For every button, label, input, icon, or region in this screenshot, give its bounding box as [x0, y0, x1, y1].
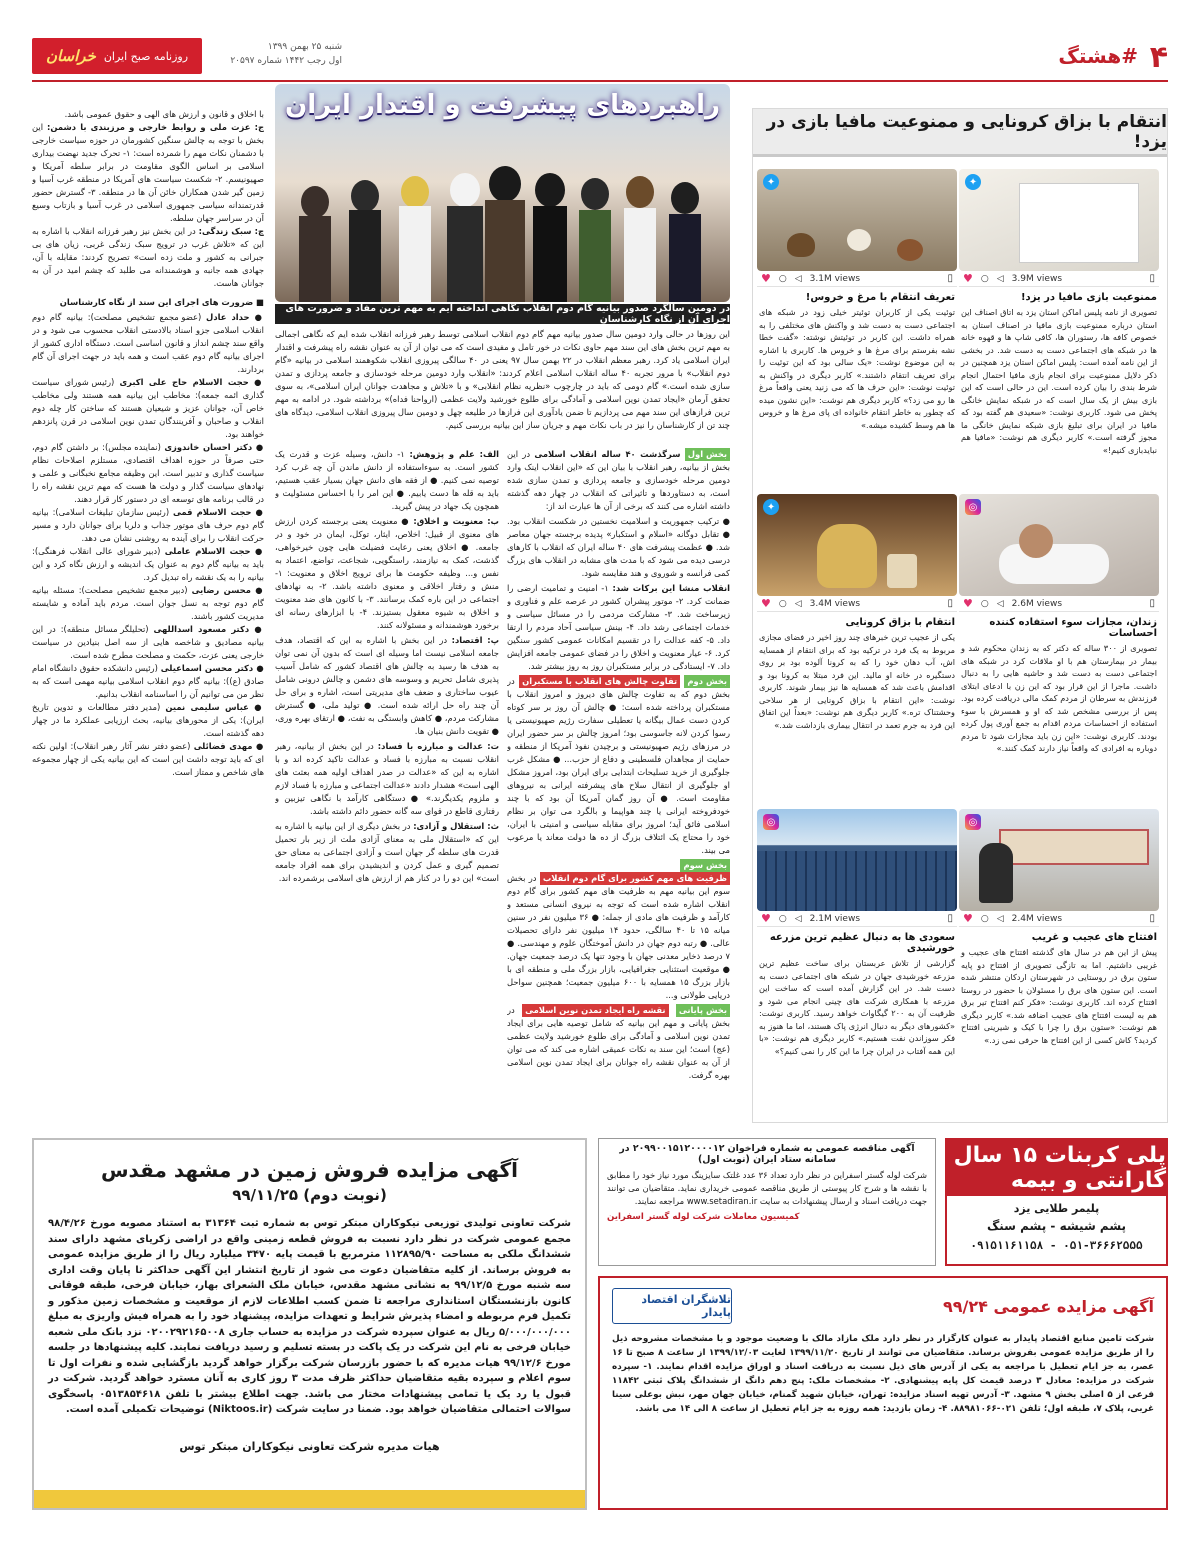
section-title: #هشتگ	[1058, 44, 1138, 68]
expert-text: (رئیس شورای سیاست گذاری ائمه جمعه): مخاطب این بیانیه همه هستند ولی مخاطب خاص آن، جوانان عزیز و شیعیان هستند که ساختن کار چله دوم انقلاب و صاحبان و آفرینندگان تمدن نوین اسلامی در قرن پانزدهم خواهند بود.	[32, 377, 264, 439]
post-text: توئیت یکی از کاربران توئیتر خیلی زود در شبکه های اجتماعی دست به دست شد و واکنش های مختلفی را به همراه داشت. این کاربر در توئیتش نوشته: «گفت خطا نشه بفرستم برای مرغ ها و خروس ها. کاربری با اشاره به این موضوع نوشت: «یک سالی بود که این توئیت را برای تعریف انتقام داشتند.» کاربر دیگری در واکنش به توئیت نوشت: «این حرف ها که می زنید یعنی واقعاً مرغ ها رو می زد؟» کاربر دیگری هم نوشت: «این نشون میده که چطور به خاطر انتقام خانواده ای پای مرغ ها و خروس ها هم وسط کشیده میشه.»	[759, 307, 955, 430]
logo-subtitle: روزنامه صبح ایران	[103, 49, 189, 63]
ad-title: آگهی مزایده عمومی ۹۹/۲۴	[943, 1296, 1154, 1316]
article-paragraph	[507, 859, 730, 1002]
twitter-icon: ✦	[763, 174, 779, 190]
ad-phone: ۰۹۱۵۱۱۶۱۱۵۸ - ۰۵۱-۳۶۶۶۲۵۵۵	[970, 1239, 1143, 1252]
bookmark-icon[interactable]: ▯	[1149, 598, 1155, 609]
expert-name: ● حجت الاسلام عاملی	[164, 546, 264, 556]
post-stats	[959, 271, 1159, 287]
expert-quote	[32, 506, 264, 545]
section-tag: بخش سوم	[680, 859, 730, 872]
expert-quote	[32, 701, 264, 740]
feed-post[interactable]	[757, 809, 957, 1107]
like-icon[interactable]: ♥	[963, 272, 973, 285]
expert-text: (دبیر شورای عالی انقلاب فرهنگی): باید به بیانیه گام دوم به عنوان یک اندیشه و ارزش نگاه کرد و این بیانیه را به یک نقشه راه تبدیل کرد.	[32, 546, 264, 582]
post-stats	[757, 911, 957, 927]
post-stats	[757, 271, 957, 287]
feed-post[interactable]	[757, 169, 957, 456]
post-text: گزارشی از تلاش عربستان برای ساخت عظیم ترین مزرعه خورشیدی جهان در شبکه های اجتماعی دست به دست شد. در این گزارش آمده است که ساخت این مزرعه با همکاری شرکت های چینی انجام می شود و ظرفیت آن به ۲۰۰ گیگاوات خواهد رسید. کاربری نوشت: «کشورهای دیگر به دنبال انرژی پاک هستند، اما ما هنوز به فکر سوزاندن نفت هستیم.» کاربر دیگری هم نوشت: «با این همه آفتاب در ایران چرا ما این کار را نمی کنیم؟»	[759, 958, 955, 1056]
feed-post[interactable]	[959, 809, 1159, 1096]
comment-icon[interactable]: ○	[778, 273, 787, 284]
share-icon[interactable]: ◁	[996, 273, 1004, 284]
expert-name: ● محسن رضایی	[191, 585, 264, 595]
polycarbonate-ad[interactable]	[945, 1138, 1168, 1266]
expert-quote	[32, 662, 264, 701]
expert-quote	[32, 584, 264, 623]
post-text: تصویری از ۳۰۰ ساله که دکتر که به زندان محکوم شد و بیمار در بیمارستان هم با او ملاقات کرد در شبکه های اجتماعی دست به دست شد و حاشیه هایی را به دنبال داشت. ماجرا از این قرار بود که این زن با ادعای ابتلای فرزندش به سرطان از مردم کمک مالی دریافت کرده بود. پس از بررسی مشخص شد که او و همسرش با سوء استفاده از احساسات مردم اقدام به جمع آوری پول کرده بودند. کاربری نوشت: «این زن باید مجازات شود تا مردم دوباره به افرادی که واقعاً نیاز دارند کمک کنند.»	[961, 643, 1158, 753]
section-text: در بخش سوم این بیانیه مهم به ظرفیت های مهم کشور برای گام دوم انقلاب اشاره شده است که توجه به نیروی انسانی مستعد و کارآمد و ظرفیت های مادی از جمله: ● ۳۶ میلیون نفر در سنین میانه ۱۵ تا ۴۰ سالگی، حدود ۱۴ میلیون نفر دارای تحصیلات عالی. ● رتبه دوم جهان در دانش آموختگان علوم و مهندسی. ● ۷ درصد ذخایر معدنی جهان با وجود تنها یک درصد جمعیت جهان. ● موقعیت استثنایی جغرافیایی، بازار بزرگ ملی و منطقه ای با بازار بزرگ ۱۵ همسایه با ۶۰۰ میلیون جمعیت؛ همچنین سواحل دریایی طولانی و...	[507, 873, 730, 1000]
section-text: در این بخش از بیانیه، رهبر انقلاب با بیان این که «این انقلاب اینک وارد دومین مرحله خودسازی و جامعه پردازی و تمدن سازی شده است، به دستاوردها و تاثیراتی که انقلاب در چهار دهه گذشته داشته اشاره می کنند که برخی از آن ها عبارت اند از:	[507, 449, 730, 511]
ad-body: شرکت لوله گستر اسفراین در نظر دارد تعداد ۳۶ عدد غلتک سایزینگ مورد نیاز خود را مطابق با نقشه ها و شرح کار پیوستی از طریق مناقصه عمومی خریداری نماید. متقاضیان می توانند جهت دریافت اسناد و ارسال پیشنهادات به سایت www.setadiran.ir مراجعه نمایند.	[607, 1170, 927, 1206]
like-icon[interactable]: ♥	[761, 597, 771, 610]
column-paragraph	[32, 121, 264, 225]
instagram-icon: ◎	[965, 814, 981, 830]
experts-column	[32, 108, 264, 1128]
section-heading: ب: معنویت و اخلاق:	[413, 516, 499, 526]
ad-subtitle: (نوبت دوم) ۹۹/۱۱/۲۵	[232, 1186, 387, 1204]
ad-title: آگهی مناقصه عمومی به شماره فراخوان ۲۰۹۹۰۰۱۵۱۲۰۰۰۰۱۲ در سامانه ستاد ایران (نوبت اول)	[619, 1143, 915, 1165]
post-views: 3.4M views	[809, 598, 861, 609]
post-stats	[959, 911, 1159, 927]
ad-header	[612, 1286, 1154, 1326]
post-title: انتقام با بزاق کرونایی	[845, 617, 955, 628]
public-auction-ad[interactable]	[598, 1276, 1168, 1510]
like-icon[interactable]: ♥	[761, 272, 771, 285]
feed-post[interactable]	[959, 169, 1159, 456]
twitter-icon: ✦	[763, 499, 779, 515]
section-tag: بخش اول	[685, 448, 730, 461]
issue-date	[212, 40, 342, 68]
hashtag-feed	[752, 108, 1168, 1123]
section-text: در این بخش با اشاره به این که اقتصاد، هدف جامعه اسلامی نیست اما وسیله ای است که بدون آن نمی توان به هدف ها رسید به چالش های اقتصاد کشور که شامل آسیب پذیری شامل تحریم و وسوسه های دشمن و چالش درونی شامل عیوب ساختاری و ضعف های مدیریتی است، اشاره و برای حل آن چند راه حل ارائه شده است. ● تولید ملی، ● گسترش مشارکت مردم، ● کاهش وابستگی به نفت، ● ارتقای بهره وری، ● تقویت دانش بنیان ها.	[275, 635, 499, 736]
feed-post[interactable]	[959, 494, 1159, 792]
section-tag: بخش دوم	[684, 675, 730, 688]
article-paragraph	[275, 634, 499, 738]
expert-text: (رئیس سازمان تبلیغات اسلامی): بیانیه گام دوم حرف های موتور جذاب و دلربا برای جوانان دارد و مسیر حرکت انقلاب را برای آینده به روشنی نشان می دهد.	[32, 507, 264, 543]
like-icon[interactable]: ♥	[761, 912, 771, 925]
ad-body: شرکت تعاونی تولیدی توزیعی نیکوکاران مبتکر توس به شماره ثبت ۳۱۳۶۴ به استناد مصوبه مورخ ۹۸/۴/۲۶ مجمع عمومی شرکت در نظر دارد نسبت به فروش قطعه زمینی واقع در اراضی زکریای مشهد دارای سند ششدانگ ملکی به مساحت ۱۱۲۸۹۵/۹۰ مترمربع با قیمت پایه ۳۴۷۰ میلیارد ریال را از طریق مزایده عمومی به فروش برساند. از کلیه متقاضیان دعوت می شود از تاریخ انتشار این آگهی حداکثر تا پایان وقت اداری سه شنبه مورخ ۹۹/۱۲/۵ به نشانی مشهد مقدس، خیابان ملک الشعرای بهار، خیابان فرخی، طبقه فوقانی کانون بازنشستگان استانداری مراجعه تا ضمن کسب اطلاعات لازم از موقعیت و مشخصات زمین مذکور و تکمیل فرم مربوطه و امضاء پذیرش شرایط و تعهدات مزایده، پیشنهاد خود را به همراه فیش واریزی به مبلغ ۵/۰۰۰/۰۰۰/۰۰۰ ریال به عنوان سپرده شرکت در مزایده به حساب جاری ۰۲۰۰۲۹۲۱۶۵۰۰۸ نزد بانک ملی شعبه خیابان فرخی به نام این شرکت در یک پاکت در بسته تسلیم و رسید دریافت نمایند. کلیه پیشنهادها در جلسه مورخ ۹۹/۱۲/۶ هیات مدیره که با حضور بازرسان شرکت برگزار خواهد گردید بازگشایی شده و نفرات اول تا سوم اعلام و سپرده بقیه متقاضیان حداکثر ظرف مدت ۳ روز کاری به آنان مسترد خواهد گردید. شرکت در قبول یا رد یک یا تمامی پیشنهادات مختار می باشد. جهت اطلاع بیشتر با تلفن ۰۵۱۳۸۵۴۶۱۸ پاسخگوی سوالات احتمالی متقاضیان خواهد بود. ضمنا در سایت شرکت (Niktoos.ir) توضیحات تکمیلی آمده است.	[47, 1218, 572, 1415]
expert-text: (رئیس دانشکده حقوق دانشگاه امام صادق (ع)): بیانیه گام دوم انقلاب اسلامی بیانیه مهمی است که به نظر من می توانیم آن را اساسنامه انقلاب بدانیم.	[32, 663, 264, 699]
post-stats	[757, 596, 957, 612]
newspaper-logo[interactable]	[32, 38, 202, 74]
expert-text: (عضو دفتر نشر آثار رهبر انقلاب): اولین نکته ای که باید توجه داشت این است که این بیانیه یکی از چهار مجموعه های شاخص و ممتاز است.	[32, 741, 264, 777]
expert-name: ● حجت الاسلام قمی	[172, 507, 264, 517]
section-text: ۱- امنیت و تمامیت ارضی را ضمانت کرد. ۲- موتور پیشران کشور در عرصه علم و فناوری و زیرساخت شد. ۳- مشارکت مردمی را در مسائل سیاسی و خدمات اجتماعی رشد داد. ۴- بینش سیاسی آحاد مردم را ارتقا داد. ۵- کفه عدالت را در تقسیم امکانات عمومی کشور سنگین کرد. ۶- عیار معنویت و اخلاق را در فضای عمومی جامعه افزایش داد. ۷- ایستادگی در برابر مستکبران روز به روز بیشتر شد.	[507, 583, 730, 671]
column-text: در این بخش نیز رهبر فرزانه انقلاب با اشاره به این که «تلاش غرب در ترویج سبک زندگی غربی، زیان های بی جبرانی به کشور و ملت زده است» تصریح کردند: مقابله با آن، جهادی همه جانبه و هوشمندانه می طلبد که چشم امید در آن به جوانان هاست.	[32, 226, 264, 288]
tender-ad[interactable]	[598, 1138, 936, 1266]
crowd-illustration	[275, 162, 730, 302]
article-paragraph	[275, 820, 499, 885]
section-text: در بخش دوم که به تفاوت چالش های دیروز و امروز انقلاب با مستکبران پرداخته شده است: ● چالش آن روز بر سر کوتاه کردن دست عمال بیگانه یا تعطیلی سفارت رژیم صهیونیستی یا رسوا کردن لانه جاسوسی بود؛ امروز چالش بر سر حضور ایران در مرزهای رژیم صهیونیستی و برچیدن نفوذ آمریکا از منطقه و حمایت از مجاهدان فلسطینی و دفاع از حزب... ● مشکل غرب جلوگیری از خرید تسلیحات ابتدایی برای ایران بود، امروز مشکل او جلوگیری از انتقال سلاح های پیشرفته ایرانی به نیروهای مقاومت است. ● آن روز گمان آمریکا آن بود که با چند خودفروخته ایرانی یا چند هواپیما و بالگرد می توان بر نظام اسلامی فائق آید؛ امروز برای مقابله سیاسی و امنیتی با ایران، خود را محتاج یک ائتلاف بزرگ از ده ها دولت معاند یا مرعوب می بیند.	[507, 676, 730, 855]
section-heading: انقلاب منشا این برکات شد:	[612, 583, 730, 593]
bookmark-icon[interactable]: ▯	[947, 913, 953, 924]
logo-name: خراسان	[45, 47, 96, 65]
feed-title: انتقام با بزاق کرونایی و ممنوعیت مافیا بازی در یزد!	[753, 109, 1167, 157]
post-image	[959, 809, 1159, 911]
post-image	[959, 169, 1159, 271]
ad-title: پلی کربنات ۱۵ سال گارانتی و بیمه	[947, 1140, 1166, 1196]
section-heading: ت: عدالت و مبارزه با فساد:	[377, 741, 499, 751]
post-views: 2.6M views	[1011, 598, 1063, 609]
expert-name: ● عباس سلیمی نمین	[165, 702, 264, 712]
expert-quote	[32, 545, 264, 584]
article-paragraph	[507, 448, 730, 513]
section-heading: الف: علم و پژوهش:	[409, 449, 499, 459]
expert-text: (دبیر مجمع تشخیص مصلحت): مسئله بیانیه گام دوم توجه به نسل جوان است. مردم باید آماده و شایسته مدیریت کشور باشند.	[32, 585, 264, 621]
share-icon[interactable]: ◁	[996, 598, 1004, 609]
comment-icon[interactable]: ○	[980, 273, 989, 284]
post-title: ممنوعیت بازی مافیا در یزد!	[1021, 292, 1157, 303]
section-text: در بخش پایانی و مهم این بیانیه که شامل توصیه هایی برای ایجاد تمدن نوین اسلامی و آمادگی برای طلوع خورشید ولایت عظمی (عج) است؛ این سند به نکات عمیقی اشاره می کند که می توان از آن به عنوان نقشه راه جوانان برای ایجاد تمدن نوین اسلامی بهره گرفت.	[507, 1005, 730, 1080]
ad-footer-strip	[34, 1490, 585, 1508]
ad-body: شرکت تامین منابع اقتصاد پایدار به عنوان کارگزار در نظر دارد ملک مازاد مالک با وضعیت موجود و با مشخصات مشروحه ذیل را از طریق مزایده عمومی بفروش برساند. متقاضیان می توانند از تاریخ ۱۳۹۹/۱۱/۲۰ لغایت ۱۳۹۹/۱۲/۰۳ از ساعت ۸ صبح تا ۱۶ عصر، به جز ایام تعطیل با مراجعه به یکی از آدرس های ذیل نسبت به دریافت اسناد و اوراق مزایده اقدام نمایند. ۱- سپرده شرکت در مزایده: معادل ۳ درصد قیمت کل پایه پیشنهادی. ۲- مشخصات ملک: پنج دهم دانگ از ششدانگ پلاک ثبتی ۱۱۸۴۲ فرعی از ۵ اصلی بخش ۹ مشهد. ۳- آدرس تهیه اسناد مزایده: تهران، خیابان شهید گمنام، خیابان جهان مهر، نبش بوعلی سینا غربی، پلاک ۷، طبقه اول؛ تلفن ۰۲۱-۸۸۹۸۱۰۶۶. ۴- زمان بازدید: همه روزه به جز ایام تعطیل از ساعت ۸ الی ۱۴ می باشد.	[612, 1334, 1154, 1414]
date-line-2: اول رجب ۱۴۴۲ شماره ۲۰۵۹۷	[230, 56, 342, 66]
post-text: تصویری از نامه پلیس اماکن استان یزد به اتاق اصناف این استان درباره ممنوعیت بازی مافیا در اصناف استان به خصوص کافه ها، رستوران ها، کافی شاپ ها و قهوه خانه ها در شبکه های اجتماعی دست به دست شد. در بخشی از این نامه آمده است: پلیس اماکن استان یزد همچنین در ذکر دلایل ممنوعیت برای انجام بازی مافیا احتمال انجام شرط بندی را بیان کرده است. این در حالی است که این بازی بیش از یک سال است که در شبکه نمایش خانگی پخش می شود. کاربری نوشت: «سعیدی هم گفته بود که مافیا در ایران برای تبلیغ بازی شبکه نمایش خانگی ما مجوز گرفته است.» کاربر دیگری هم نوشت: «مافیا هم نبایدبازی کنیم!»	[961, 307, 1157, 455]
comment-icon[interactable]: ○	[980, 598, 989, 609]
section-heading: پ: اقتصاد:	[451, 635, 499, 645]
post-image	[757, 169, 957, 271]
expert-name: ● دکتر احسان خاندوزی	[164, 442, 264, 452]
article-paragraph	[507, 1004, 730, 1082]
section-text: ۱- دانش، وسیله عزت و قدرت یک کشور است. به سوءاستفاده از دانش ماندن آن چه غرب کرد توصیه نمی کنیم. ● از فقه های دانش جهان بسیار عقب هستیم، باید به قله ها دست یابیم. ● این امر را با احساس مسئولیت و همچون یک جهاد در پیش گیرید.	[275, 449, 499, 511]
instagram-icon: ◎	[763, 814, 779, 830]
post-title: زندان، مجازات سوء استفاده کننده احساسات	[989, 617, 1157, 639]
expert-quote	[32, 623, 264, 662]
ad-products: پشم شیشه - پشم سنگ	[986, 1219, 1127, 1233]
post-text: پیش از این هم در سال های گذشته افتتاح های عجیب و غریبی داشتیم. اما به تازگی تصویری از افتتاح دو پایه ستون برق در روستایی در شهرستان اردکان منتشر شده است. این ستون های برق را مسئولان با حضور در روستا افتتاح کرده اند. کاربری نوشت: «فکر کنم افتتاح تیر برق هم به لیست افتتاح های عجیب اضافه شد.» کاربر دیگری هم نوشت: «ستون برق را چرا با کیک و شیرینی افتتاح کردید؟ کاش کسی از این افتتاح ها حرفی نمی زد.»	[961, 947, 1157, 1045]
post-stats	[959, 596, 1159, 612]
expert-name: ● حجت الاسلام حاج علی اکبری	[119, 377, 264, 387]
article-caption: در دومین سالگرد صدور بیانیه گام دوم انقلاب نگاهی انداخته ایم به مهم ترین مفاد و ضرورت های اجرای آن از نگاه کارشناسان	[275, 304, 730, 324]
twitter-icon: ✦	[965, 174, 981, 190]
column-text: با اخلاق و قانون و ارزش های الهی و حقوق عمومی باشد.	[64, 109, 264, 119]
section-text: ● ترکیب جمهوریت و اسلامیت نخستین در شکست انقلاب بود. ● تقابل دوگانه «اسلام و استکبار» پدیده برجسته جهان معاصر شد. ● عظمت پیشرفت های ۴۰ ساله ایران که انقلاب با کارهای درسی دیده می شود که با مدت های مشابه در انقلاب های بزرگ کمی فرانسه و شوروی و هند مقایسه شود.	[507, 516, 730, 578]
article-paragraph	[275, 740, 499, 818]
company-logo: تلاشگران اقتصاد پایدار	[612, 1288, 732, 1324]
post-image	[757, 494, 957, 596]
expert-text: (تحلیلگر مسائل منطقه): در این بیانیه مصادیق و شاخصه هایی از سه اصل بنیادین در سیاست خارجی یعنی عزت، حکمت و مصلحت مطرح شده است.	[32, 624, 264, 660]
article-column-left	[275, 448, 499, 1138]
expert-quote	[32, 376, 264, 441]
post-title: سعودی ها به دنبال عظیم ترین مزرعه خورشیدی	[769, 932, 955, 954]
section-heading: نقشه راه ایجاد تمدن نوین اسلامی	[522, 1004, 668, 1017]
expert-quote	[32, 311, 264, 376]
share-icon[interactable]: ◁	[794, 598, 802, 609]
section-heading: ث: استقلال و آزادی:	[413, 821, 499, 831]
expert-name: ● دکتر مسعود اسداللهی	[153, 624, 264, 634]
article-paragraph	[507, 515, 730, 580]
like-icon[interactable]: ♥	[963, 912, 973, 925]
column-heading: ج: عزت ملی و روابط خارجی و مرزبندی با دشمن:	[46, 122, 264, 132]
column-heading: چ: سبک زندگی:	[198, 226, 264, 236]
expert-name: ● مهدی فضائلی	[193, 741, 264, 751]
ad-title: آگهی مزایده فروش زمین در مشهد مقدس	[100, 1158, 519, 1182]
instagram-icon: ◎	[965, 499, 981, 515]
header-divider	[32, 80, 1168, 82]
post-views: 3.9M views	[1011, 273, 1063, 284]
ad-signature: هیات مدیره شرکت تعاونی نیکوکاران مبتکر توس	[179, 1439, 440, 1453]
share-icon[interactable]: ◁	[794, 273, 802, 284]
section-text: در این بخش از بیانیه، رهبر انقلاب نسبت به مبارزه با فساد و عدالت تاکید کرده اند و با اشاره به این که «عدالت در صدر اهداف اولیه همه بعثت های الهی است» هشدار دادند «عدالت اجتماعی و مبارزه با فساد لازم و ملزوم یکدیگرند.» ● دستگاهی کارآمد با نگاهی تیزبین و رفتاری قاطع در قوای سه گانه حضور دائم داشته باشد.	[275, 741, 499, 816]
expert-name: ● دکتر محسن اسماعیلی	[160, 663, 264, 673]
section-text: در بخش دیگری از این بیانیه با اشاره به این که «استقلال ملی به معنای آزادی ملت از زیر بار تحمیل قدرت های سلطه گر جهان است و آزادی اجتماعی به معنای حق تصمیم گیری و عمل کردن و اندیشیدن برای همه افراد جامعه است» این دو را در کنار هم از ارزش های اسلامی برشمرده اند.	[275, 821, 499, 883]
post-views: 2.4M views	[1011, 913, 1063, 924]
like-icon[interactable]: ♥	[963, 597, 973, 610]
column-paragraph	[32, 108, 264, 121]
article-paragraph	[275, 515, 499, 632]
column-text: این بخش با توجه به چالش سنگین کشورمان در حوزه سیاست خارجی با دشمنان نکات مهم را شمرده است: ۱- تحرک جدید نهضت بیداری اسلامی بر اساس الگوی مقاومت در برابر سلطه آمریکا و صهیونیسم. ۲- شکست سیاست های آمریکا در منطقه غرب آسیا و زمین گیر شدن همکاران خائن آن ها در منطقه. ۳- گسترش حضور قدرتمندانه سیاسی جمهوری اسلامی در غرب آسیا و بازتاب وسیع آن در سراسر جهان سلطه.	[32, 122, 264, 223]
article-hero-image	[275, 84, 730, 302]
comment-icon[interactable]: ○	[778, 913, 787, 924]
feed-post[interactable]	[757, 494, 957, 781]
bookmark-icon[interactable]: ▯	[947, 598, 953, 609]
section-heading: سرگذشت ۴۰ ساله انقلاب اسلامی	[534, 449, 681, 459]
article-column-right	[507, 448, 730, 1138]
expert-name: ● حداد عادل	[206, 312, 264, 322]
experts-heading: ■ ضرورت های اجرای این سند از نگاه کارشناسان	[59, 297, 264, 307]
article-paragraph	[507, 582, 730, 673]
section-text: ● معنویت یعنی برجسته کردن ارزش های معنوی از قبیل: اخلاص، ایثار، توکل، ایمان در خود و در جامعه. ● اخلاق یعنی رعایت فضیلت هایی چون خیرخواهی، گذشت، کمک به نیازمند، راستگویی، شجاعت، تواضع، اعتماد به نفس و... وظیفه حکومت ها برای ترویج اخلاق و معنویت: ۱- منش و رفتار اخلاقی و معنوی داشته باشد. ۲- به نهادهای اجتماعی در این باره کمک برسانند. ۳- با کانون های ضد معنویت و اخلاق به شیوه معقول بستیزند. ۴- با ابزارهای رسانه ای برخورد هوشمندانه و مسئولانه کنند.	[275, 516, 499, 630]
article-paragraph	[507, 675, 730, 857]
bookmark-icon[interactable]: ▯	[1149, 913, 1155, 924]
share-icon[interactable]: ◁	[794, 913, 802, 924]
article-paragraph	[275, 448, 499, 513]
page-header	[32, 38, 1168, 78]
expert-quote	[32, 740, 264, 779]
ad-brand: پلیمر طلایی یزد	[1013, 1202, 1100, 1215]
section-tag: بخش پایانی	[676, 1004, 730, 1017]
share-icon[interactable]: ◁	[996, 913, 1004, 924]
post-title: تعریف انتقام با مرغ و خروس!	[805, 292, 955, 303]
section-heading: ظرفیت های مهم کشور برای گام دوم انقلاب	[540, 872, 730, 885]
post-text: یکی از عجیب ترین خبرهای چند روز اخیر در فضای مجازی مربوط به یک فرد در ترکیه بود که برای انتقام از همسایه اش، آب دهان خود را که به کرونا آلوده بود بر روی دستگیره در خانه او مالید. این فرد مبتلا به کرونا بود و اقدامش باعث شد که همسایه ها نیز بیمار شوند. کاربری نوشت: «این انتقام با بزاق کرونایی از هر سلاحی وحشتناک تره.» کاربر دیگری هم نوشت: «بعداً این اتفاق این فرد به جرم تعمد در انتقال بیماری بازداشت شد.»	[759, 632, 955, 730]
post-views: 2.1M views	[809, 913, 861, 924]
expert-text: (عضو مجمع تشخیص مصلحت): بیانیه گام دوم انقلاب اسلامی جزو اسناد بالادستی انقلاب محسوب می شود و در واقع سند چشم انداز و قانون اساسی است. دستگاه اداری کشور از اجرای بیانیه گام دوم عقب است و همه باید در جهت اجرای آن گام بردارند.	[32, 312, 264, 374]
post-image	[757, 809, 957, 911]
date-line-1: شنبه ۲۵ بهمن ۱۳۹۹	[267, 42, 342, 52]
expert-text: (مدیر دفتر مطالعات و تدوین تاریخ ایران): یکی از محورهای بیانیه، بحث ارزیابی عملکرد ما در چهار دهه گذشته است.	[32, 702, 264, 738]
column-paragraph	[32, 225, 264, 290]
land-auction-ad[interactable]	[32, 1138, 587, 1510]
post-image	[959, 494, 1159, 596]
post-title: افتتاح های عجیب و غریب	[1031, 932, 1157, 943]
post-views: 3.1M views	[809, 273, 861, 284]
article-title: راهبردهای پیشرفت و اقتدار ایران	[285, 90, 720, 120]
section-heading: تفاوت چالش های انقلاب با مستکبران	[519, 675, 680, 688]
expert-text: (نماینده مجلس): بر داشتن گام دوم، حتی صرفاً در حوزه اهداف اقتصادی، مستلزم اصلاحات نظام سیاست گذاری و تدبیر است. این وظیفه مجامع نخبگانی و علمی و نهادهای سیاست گذار و دولت ها هست که مهم ترین نقشه راه را در قالب برنامه های توسعه ای در دستور کار قرار دهند.	[32, 442, 264, 504]
bookmark-icon[interactable]: ▯	[947, 273, 953, 284]
comment-icon[interactable]: ○	[980, 913, 989, 924]
bookmark-icon[interactable]: ▯	[1149, 273, 1155, 284]
expert-quote	[32, 441, 264, 506]
page-number: ۴	[1149, 40, 1168, 75]
comment-icon[interactable]: ○	[778, 598, 787, 609]
article-intro: این روزها در حالی وارد دومین سال صدور بیانیه مهم گام دوم انقلاب اسلامی توسط رهبر فرزانه انقلاب شده ایم که نگاهی اجمالی به مهم ترین بخش های این سند مهم حاوی نکات در خور تامل و مفیدی است که می توان از آن به عنوان نقشه راه پیشرفت و اقتدار ایران اسلامی یاد کرد. رهبر معظم انقلاب در ۲۲ بهمن سال ۹۷ یعنی در ۴۰ سالگی پیروزی انقلاب شکوهمند اسلامی در بیانیه «گام دوم انقلاب» با مرور تجربه ۴۰ ساله انقلاب اسلامی اعلام کردند: «انقلاب وارد دومین مرحله خودسازی و جامعه پردازی و تمدن سازی شده است.» گام دومی که باید در چارچوب «نظریه نظام انقلابی» و با «تلاش و مجاهدت جوانان ایران اسلامی»، به سوی تحقق آرمان «ایجاد تمدن نوین اسلامی و آمادگی برای طلوع خورشید ولایت عظمی (ارواحنا فداه)» برداشته شود. در ادامه به مهم ترین فرازهای این سند مهم می پردازیم تا ضمن یادآوری این فرازها در طلیعه چهل و دومین سال پیروزی انقلاب اسلامی، دیدگاه های چند تن از کارشناسان را نیز در باب نکات مهم و جریان ساز این بیانیه بررسی کنیم.	[275, 329, 730, 430]
ad-signature: کمیسیون معاملات شرکت لوله گستر اسفراین	[607, 1212, 800, 1222]
